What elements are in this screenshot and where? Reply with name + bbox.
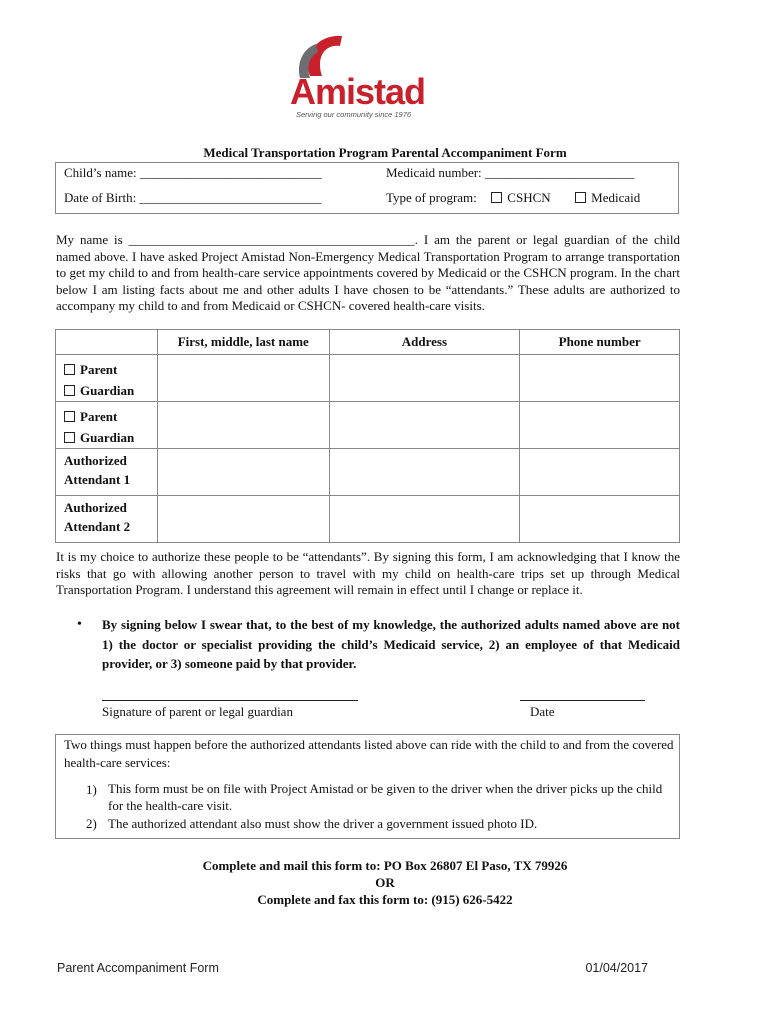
fax-number: Complete and fax this form to: (915) 626-5422 — [257, 892, 513, 907]
logo-tagline: Serving our community since 1976 — [296, 110, 412, 119]
table-header-row — [56, 330, 680, 355]
program-type — [386, 190, 640, 206]
attendant2-line2: Attendant 2 — [64, 519, 131, 534]
row3-phone-cell[interactable] — [520, 449, 680, 496]
medicaid-number-field[interactable]: Medicaid number: _______________________ — [386, 165, 635, 180]
row1-phone-cell[interactable] — [520, 355, 680, 402]
cshcn-checkbox[interactable] — [491, 192, 502, 203]
mail-or: OR — [375, 875, 395, 890]
table-row — [56, 496, 680, 543]
mail-address: Complete and mail this form to: PO Box 26807 El Paso, TX 79926 — [202, 858, 568, 873]
attendants-table — [55, 329, 680, 543]
date-line[interactable] — [520, 700, 645, 701]
row2-address-cell[interactable] — [329, 402, 520, 449]
row3-name-cell[interactable] — [157, 449, 329, 496]
sworn-statement: By signing below I swear that, to the best of my knowledge, the authorized adults named above are not 1) the doctor or specialist providing the child’s Medicaid service, 2) an employee of that Medicaid provider, or 3) someone paid by that provider. — [102, 617, 680, 671]
parent-label: Parent — [80, 362, 118, 377]
date-label: Date — [530, 704, 555, 719]
program-type-label: Type of program: — [386, 190, 477, 205]
row4-address-cell[interactable] — [329, 496, 520, 543]
table-header-name: First, middle, last name — [157, 330, 329, 355]
table-row — [56, 449, 680, 496]
child-name-field[interactable]: Child’s name: ____________________________ — [64, 165, 322, 180]
guardian-label: Guardian — [80, 383, 135, 398]
row1-address-cell[interactable] — [329, 355, 520, 402]
date-of-birth-field[interactable]: Date of Birth: ____________________________ — [64, 190, 322, 205]
mail-instructions — [0, 857, 770, 908]
row1-name-cell[interactable] — [157, 355, 329, 402]
row4-name-cell[interactable] — [157, 496, 329, 543]
amistad-logo — [290, 32, 440, 122]
choice-paragraph: It is my choice to authorize these people to be “attendants”. By signing this form, I am acknowledging that I know the risks that go with allowing another person to travel with my child on health-care trips set up through Medical Transportation Program. I understand this agreement will remain in effect until I change or replace it. — [56, 549, 680, 597]
footer-date: 01/04/2017 — [585, 961, 648, 975]
attendant1-line1: Authorized — [64, 453, 127, 468]
cshcn-label: CSHCN — [507, 190, 551, 205]
guardian-checkbox[interactable] — [64, 432, 75, 443]
form-title: Medical Transportation Program Parental Accompaniment Form — [203, 145, 567, 160]
footer-form-name: Parent Accompaniment Form — [57, 961, 219, 975]
table-row — [56, 402, 680, 449]
child-info-box — [55, 162, 679, 214]
requirement-1-text: This form must be on file with Project Amistad or be given to the driver when the driver picks up the child for the health-care visit. — [108, 781, 663, 813]
parent-checkbox[interactable] — [64, 411, 75, 422]
signature-line[interactable] — [102, 700, 358, 701]
medicaid-checkbox[interactable] — [575, 192, 586, 203]
row3-label — [56, 449, 158, 496]
row3-address-cell[interactable] — [329, 449, 520, 496]
signature-label: Signature of parent or legal guardian — [102, 704, 293, 719]
guardian-checkbox[interactable] — [64, 385, 75, 396]
table-row — [56, 355, 680, 402]
parent-checkbox[interactable] — [64, 364, 75, 375]
intro-paragraph: My name is ____________________________________________. I am the parent or legal guardian of the child named above. I have asked Project Amistad Non-Emergency Medical Transportation Program to arrange transportation to get my child to and from health-care service appointments covered by Medicaid or the CSHCN program. In the chart below I am listing facts about me and other adults I have chosen to be “attendants.” These adults are authorized to accompany my child to and from Medicaid or CSHCN- covered health-care visits. — [56, 232, 680, 313]
row2-name-cell[interactable] — [157, 402, 329, 449]
requirement-1-number: 1) — [86, 782, 97, 797]
requirements-intro: Two things must happen before the authorized attendants listed above can ride with the child to and from the covered health-care services: — [64, 737, 674, 770]
row1-label — [56, 355, 158, 402]
table-header-phone: Phone number — [520, 330, 680, 355]
medicaid-label: Medicaid — [591, 190, 641, 205]
guardian-label: Guardian — [80, 430, 135, 445]
attendant1-line2: Attendant 1 — [64, 472, 131, 487]
requirements-box — [55, 734, 680, 839]
table-header-blank — [56, 330, 158, 355]
attendant2-line1: Authorized — [64, 500, 127, 515]
row4-label — [56, 496, 158, 543]
requirement-2-number: 2) — [86, 816, 97, 831]
bullet-icon: • — [77, 617, 82, 632]
row2-label — [56, 402, 158, 449]
parent-label: Parent — [80, 409, 118, 424]
table-header-address: Address — [329, 330, 520, 355]
requirement-2-text: The authorized attendant also must show the driver a government issued photo ID. — [108, 816, 538, 831]
row2-phone-cell[interactable] — [520, 402, 680, 449]
row4-phone-cell[interactable] — [520, 496, 680, 543]
logo-wordmark: Amistad — [290, 71, 426, 112]
